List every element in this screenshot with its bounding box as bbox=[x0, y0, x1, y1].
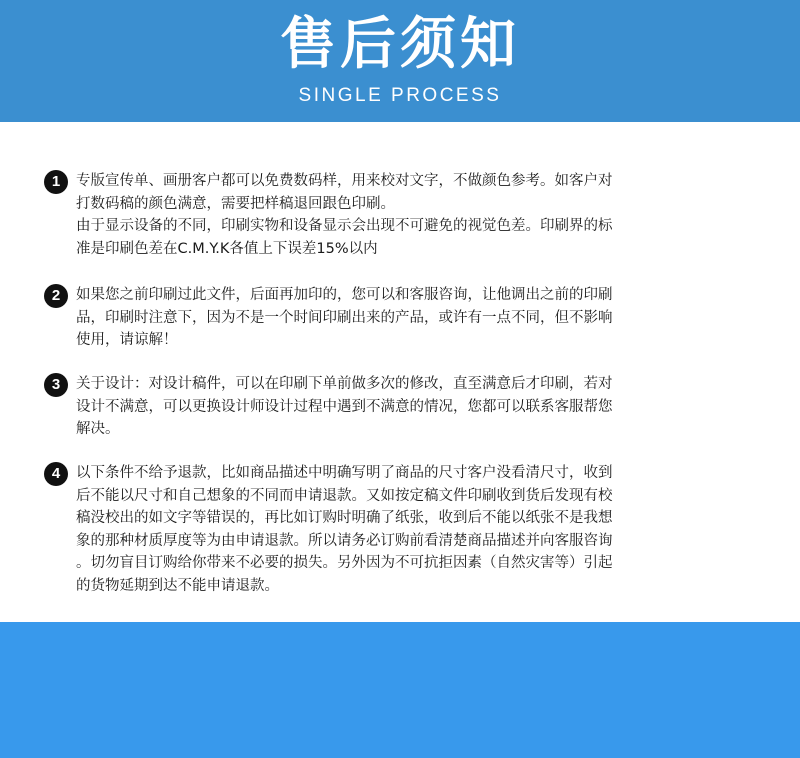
notice-item-4 bbox=[44, 462, 744, 597]
number-badge-3: 3 bbox=[44, 373, 68, 397]
number-badge-2: 2 bbox=[44, 284, 68, 308]
notice-item-1 bbox=[44, 170, 744, 260]
notice-text-1: 专版宣传单、画册客户都可以免费数码样，用来校对文字，不做颜色参考。如客户对 打数码稿的颜色满意，需要把样稿退回跟色印刷。 由于显示设备的不同，印刷实物和设备显示会出现不可避免的视觉色差。印刷界的标 准是印刷色差在C.M.Y.K各值上下误差15%以内 bbox=[76, 173, 613, 257]
notice-text-4: 以下条件不给予退款，比如商品描述中明确写明了商品的尺寸客户没看清尺寸，收到 后不能以尺寸和自己想象的不同而申请退款。又如按定稿文件印刷收到货后发现有校 稿没校出的如文字等错误的，再比如订购时明确了纸张，收到后不能以纸张不是我想 象的那种材质厚度等为由申请退款。所以请务必订购前看清楚商品描述并向客服咨询 。切勿盲目订购给你带来不必要的损失。另外因为不可抗拒因素（自然灾害等）引起 的货物延期到达不能申请退款。 bbox=[76, 465, 613, 594]
number-badge-4: 4 bbox=[44, 462, 68, 486]
notice-item-3 bbox=[44, 373, 744, 441]
notice-text-2: 如果您之前印刷过此文件，后面再加印的，您可以和客服咨询，让他调出之前的印刷 品，印刷时注意下，因为不是一个时间印刷出来的产品，或许有一点不同，但不影响 使用，请谅解！ bbox=[76, 287, 613, 348]
header-banner bbox=[0, 0, 800, 122]
page-title: 售后须知 bbox=[280, 12, 520, 77]
number-badge-1: 1 bbox=[44, 170, 68, 194]
page-subtitle: SINGLE PROCESS bbox=[298, 85, 502, 106]
notice-item-2 bbox=[44, 284, 744, 352]
footer-band bbox=[0, 622, 800, 758]
notice-text-3: 关于设计：对设计稿件，可以在印刷下单前做多次的修改，直至满意后才印刷，若对 设计不满意，可以更换设计师设计过程中遇到不满意的情况，您都可以联系客服帮您 解决。 bbox=[76, 376, 613, 437]
notice-content bbox=[0, 122, 800, 622]
